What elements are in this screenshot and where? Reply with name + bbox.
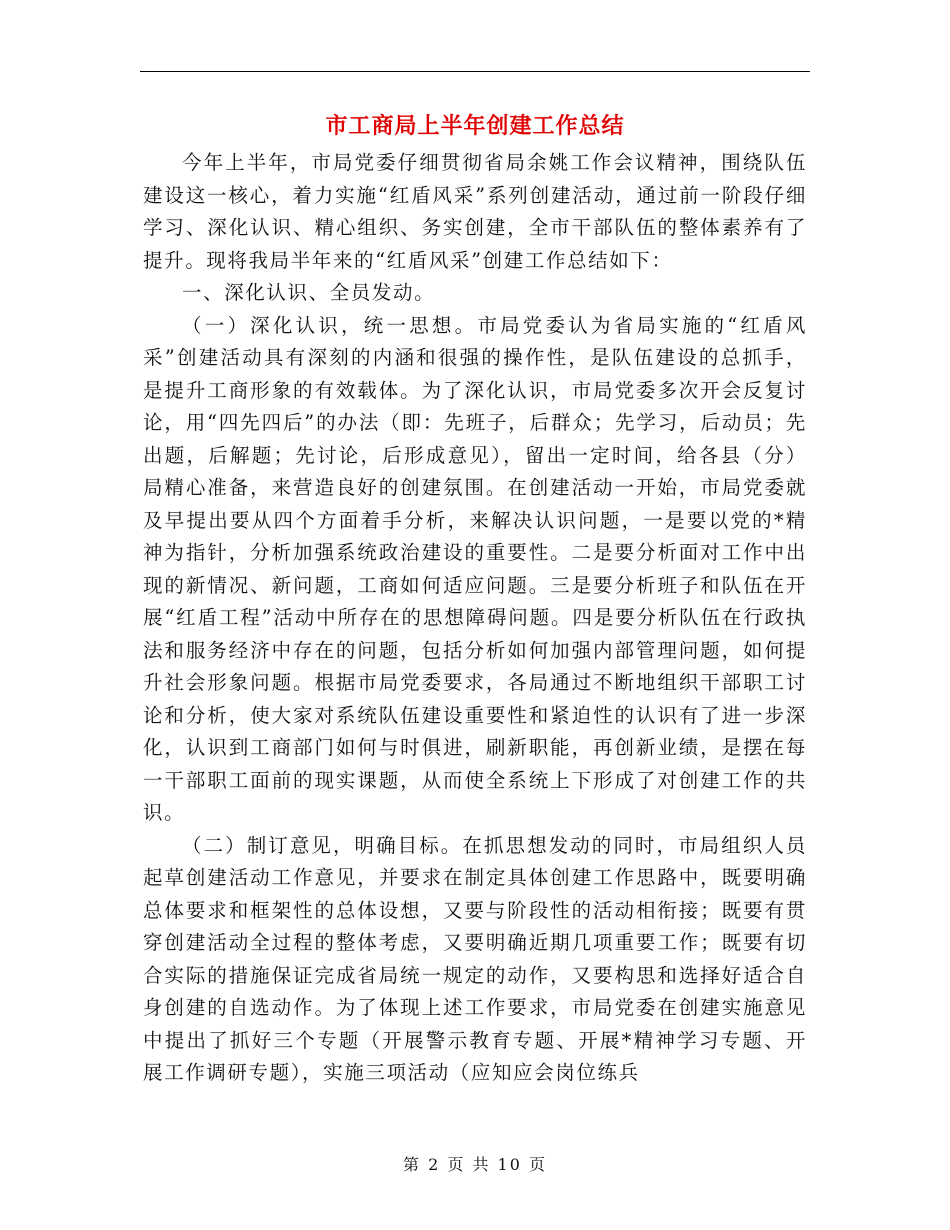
- header-rule: [140, 71, 810, 72]
- document-body: [143, 147, 807, 1090]
- document-title: 市工商局上半年创建工作总结: [325, 113, 625, 139]
- paragraph-section-1-1: （一）深化认识，统一思想。市局党委认为省局实施的“红盾风采”创建活动具有深刻的内涵和很强的操作性，是队伍建设的总抓手，是提升工商形象的有效载体。为了深化认识，市局党委多次开会反复讨论，用“四先四后”的办法（即：先班子，后群众；先学习，后动员；先出题，后解题；先讨论，后形成意见），留出一定时间，给各县（分）局精心准备，来营造良好的创建氛围。在创建活动一开始，市局党委就及早提出要从四个方面着手分析，来解决认识问题，一是要以党的*精神为指针，分析加强系统政治建设的重要性。二是要分析面对工作中出现的新情况、新问题，工商如何适应问题。三是要分析班子和队伍在开展“红盾工程”活动中所存在的思想障碍问题。四是要分析队伍在行政执法和服务经济中存在的问题，包括分析如何加强内部管理问题，如何提升社会形象问题。根据市局党委要求，各局通过不断地组织干部职工讨论和分析，使大家对系统队伍建设重要性和紧迫性的认识有了进一步深化，认识到工商部门如何与时俱进，刷新职能，再创新业绩，是摆在每一干部职工面前的现实课题，从而使全系统上下形成了对创建工作的共识。: [143, 313, 807, 824]
- page-number: 第 2 页 共 10 页: [403, 1155, 547, 1174]
- paragraph-intro: 今年上半年，市局党委仔细贯彻省局余姚工作会议精神，围绕队伍建设这一核心，着力实施“红盾风采”系列创建活动，通过前一阶段仔细学习、深化认识、精心组织、务实创建，全市干部队伍的整体素养有了提升。现将我局半年来的“红盾风采”创建工作总结如下：: [143, 151, 807, 272]
- section-heading-1: 一、深化认识、全员发动。: [182, 281, 436, 304]
- paragraph-section-1-2: （二）制订意见，明确目标。在抓思想发动的同时，市局组织人员起草创建活动工作意见，并要求在制定具体创建工作思路中，既要明确总体要求和框架性的总体设想，又要与阶段性的活动相衔接；既要有贯穿创建活动全过程的整体考虑，又要明确近期几项重要工作；既要有切合实际的措施保证完成省局统一规定的动作，又要构思和选择好适合自身创建的自选动作。为了体现上述工作要求，市局党委在创建实施意见中提出了抓好三个专题（开展警示教育专题、开展*精神学习专题、开展工作调研专题），实施三项活动（应知应会岗位练兵: [143, 833, 807, 1084]
